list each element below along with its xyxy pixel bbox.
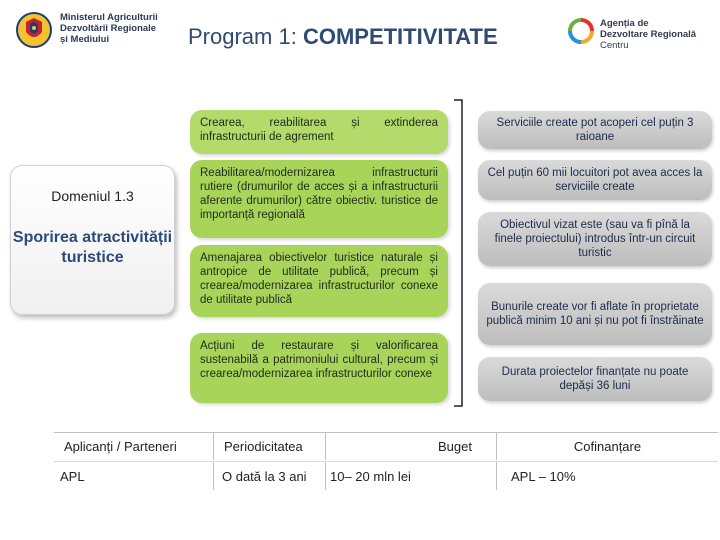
action-item-4: Acțiuni de restaurare și valorificarea sustenabilă a patrimoniului cultural, precum și crearea/modernizarea infrastructurilor conexe xyxy=(190,333,448,403)
agency-name-line-1: Agenția de xyxy=(600,18,649,29)
ministry-name-line-2: Dezvoltării Regionale xyxy=(60,23,157,34)
ministry-logo xyxy=(16,12,166,52)
condition-item-2 xyxy=(478,160,712,200)
condition-text-4: Bunurile create vor fi aflate în proprietate publică minim 10 ani și nu pot fi înstrăinate xyxy=(486,301,704,327)
agency-logo xyxy=(568,18,708,58)
right-bracket-icon xyxy=(452,98,468,408)
condition-item-1 xyxy=(478,111,712,149)
value-periodicity: O dată la 3 ani xyxy=(214,462,326,490)
agency-name-line-3: Centru xyxy=(600,40,629,51)
ministry-name-line-3: și Mediului xyxy=(60,34,110,45)
adr-logo-icon xyxy=(568,18,594,44)
value-applicants: APL xyxy=(54,462,214,490)
value-cofinancing: APL – 10% xyxy=(496,462,718,490)
condition-item-4 xyxy=(478,283,712,345)
header-cofinancing: Cofinanțare xyxy=(496,432,718,460)
header-applicants: Aplicanți / Parteneri xyxy=(54,432,214,460)
action-item-1: Crearea, reabilitarea și extinderea infrastructurii de agrement xyxy=(190,110,448,154)
program-details-table xyxy=(54,432,718,494)
condition-text-3: Obiectivul vizat este (sau va fi pînă la finele proiectului) introdus într-un circuit turistic xyxy=(494,219,696,259)
title-prefix: Program 1: xyxy=(188,24,303,49)
action-item-2: Reabilitarea/modernizarea infrastructurii rutiere (drumurilor de acces și a infrastructurii aferente drumurilor) către obiectiv. turistice de importanță regională xyxy=(190,160,448,238)
condition-text-5: Durata proiectelor finanțate nu poate depăși 36 luni xyxy=(501,366,689,392)
condition-text-2: Cel puțin 60 mii locuitori pot avea acces la serviciile create xyxy=(487,167,703,193)
condition-item-5 xyxy=(478,357,712,401)
agency-name-line-2: Dezvoltare Regională xyxy=(600,29,697,40)
domain-code: Domeniul 1.3 xyxy=(51,188,134,204)
domain-card xyxy=(10,165,175,315)
ministry-name-line-1: Ministerul Agriculturii xyxy=(60,12,158,23)
condition-text-1: Serviciile create pot acoperi cel puțin 3 raioane xyxy=(496,117,694,143)
moldova-coat-of-arms-icon xyxy=(16,12,52,48)
page-title xyxy=(188,24,498,50)
value-budget: 10– 20 mln lei xyxy=(330,468,411,484)
header-budget: Buget xyxy=(326,432,496,460)
header-periodicity: Periodicitatea xyxy=(214,432,326,460)
condition-item-3 xyxy=(478,212,712,266)
title-program-name: COMPETITIVITATE xyxy=(302,24,498,49)
domain-name: Sporirea atractivității turistice xyxy=(12,229,173,266)
action-item-3: Amenajarea obiectivelor turistice naturale și antropice de utilitate publică, precum și crearea/modernizarea infrastructurilor conexe de utilitate publică xyxy=(190,245,448,317)
